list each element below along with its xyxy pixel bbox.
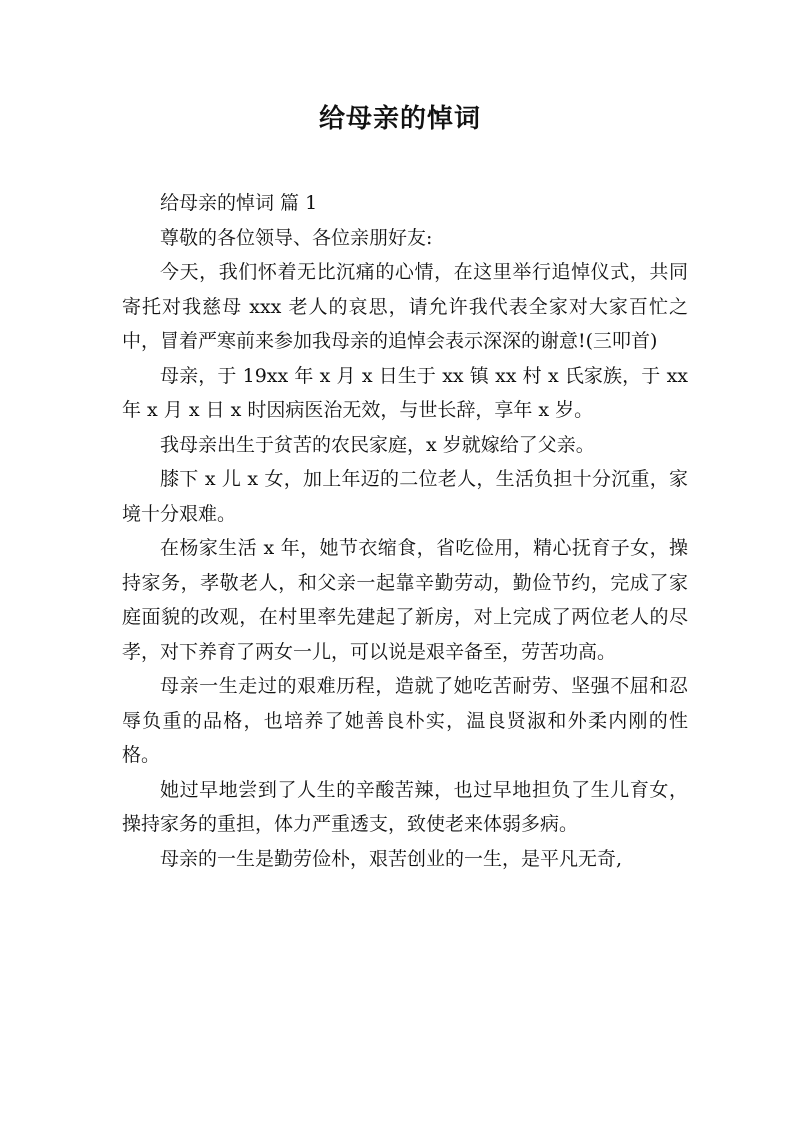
- document-title: 给母亲的悼词: [318, 104, 481, 134]
- paragraph: 母亲，于 19xx 年 x 月 x 日生于 xx 镇 xx 村 x 氏家族，于 xx 年 x 月 x 日 x 时因病医治无效，与世长辞，享年 x 岁。: [122, 364, 688, 421]
- paragraph: 母亲一生走过的艰难历程，造就了她吃苦耐劳、坚强不屈和忍辱负重的品格，也培养了她善良朴实，温良贤淑和外柔内刚的性格。: [122, 675, 688, 766]
- paragraph: 今天，我们怀着无比沉痛的心情，在这里举行追悼仪式，共同寄托对我慈母 xxx 老人的哀思，请允许我代表全家对大家百忙之中，冒着严寒前来参加我母亲的追悼会表示深深的谢意!(三叩首): [122, 261, 688, 352]
- paragraph: 在杨家生活 x 年，她节衣缩食，省吃俭用，精心抚育子女，操持家务，孝敬老人，和父亲一起靠辛勤劳动，勤俭节约，完成了家庭面貌的改观，在村里率先建起了新房，对上完成了两位老人的尽孝，对下养育了两女一儿，可以说是艰辛备至，劳苦功高。: [122, 537, 688, 663]
- paragraph-heading: 给母亲的悼词 篇 1: [160, 192, 318, 214]
- paragraph: 她过早地尝到了人生的辛酸苦辣，也过早地担负了生儿育女，操持家务的重担，体力严重透支，致使老来体弱多病。: [122, 778, 688, 835]
- paragraph: 母亲的一生是勤劳俭朴，艰苦创业的一生，是平凡无奇,: [160, 847, 623, 870]
- paragraph-salutation: 尊敬的各位领导、各位亲朋好友:: [160, 226, 433, 249]
- document-body: [122, 186, 688, 876]
- paragraph: 我母亲出生于贫苦的农民家庭，x 岁就嫁给了父亲。: [160, 433, 595, 456]
- paragraph: 膝下 x 儿 x 女，加上年迈的二位老人，生活负担十分沉重，家境十分艰难。: [122, 468, 688, 525]
